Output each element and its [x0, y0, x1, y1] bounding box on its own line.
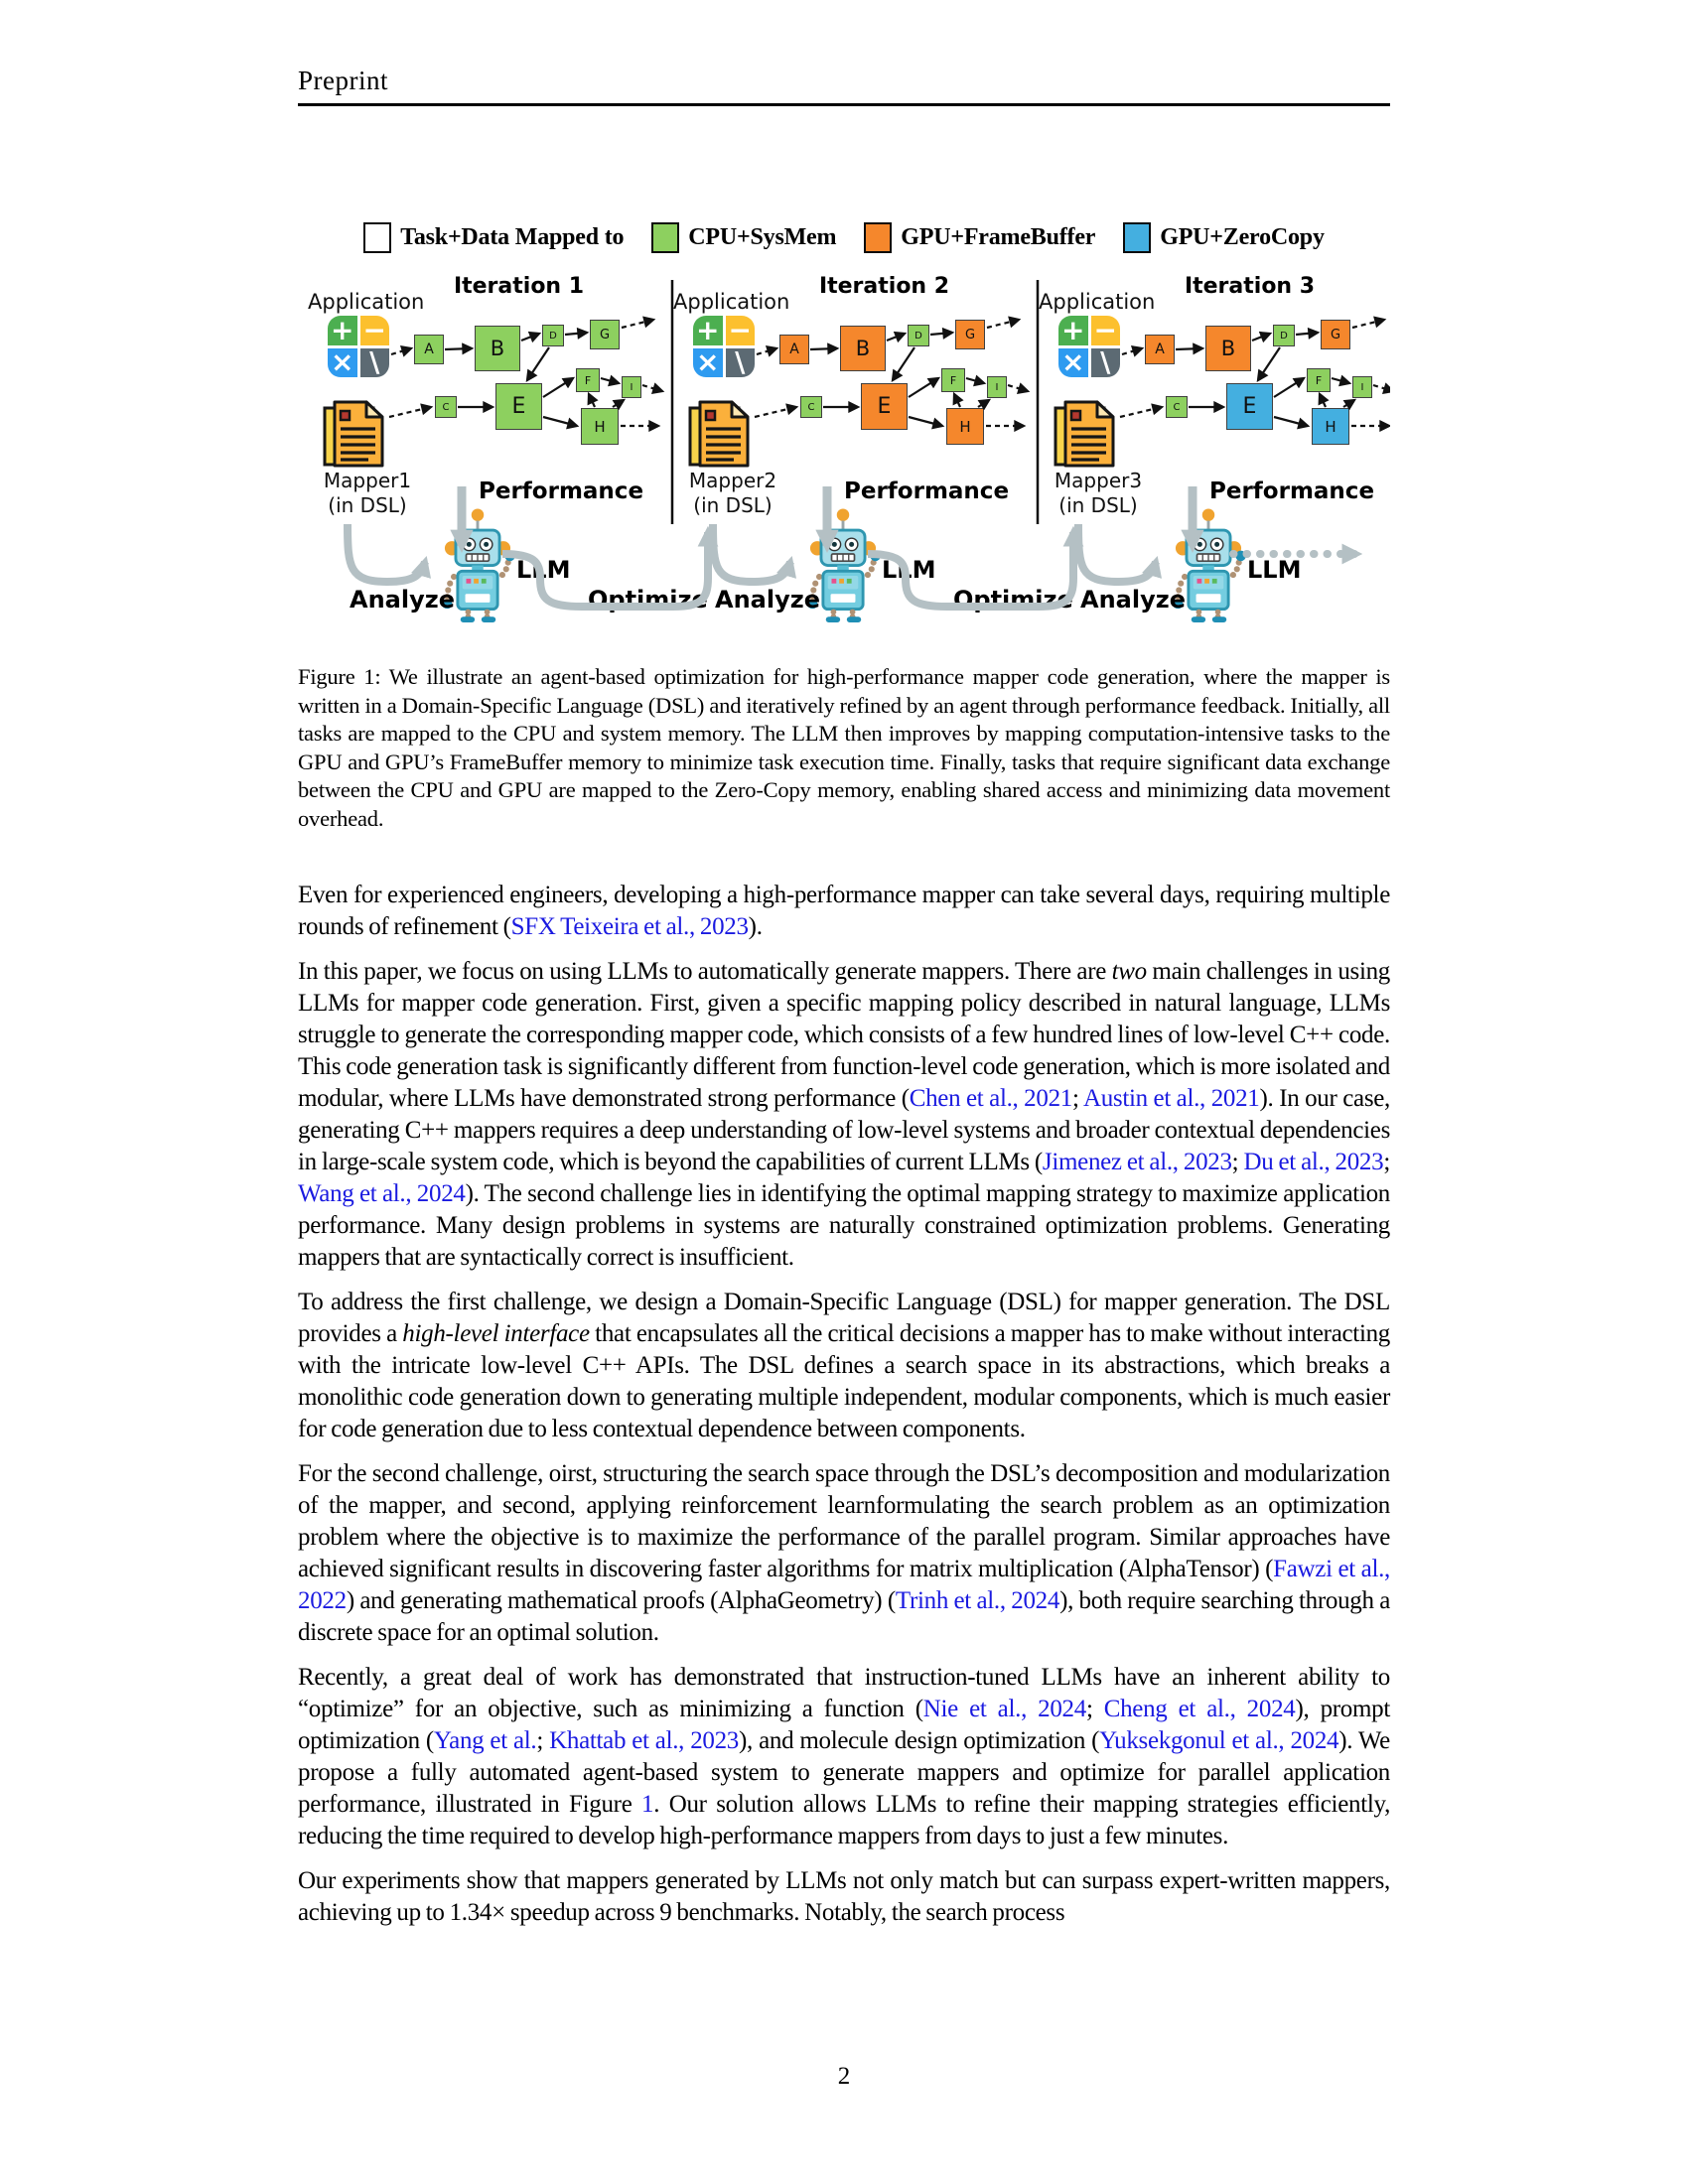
text-run: ). We propose a fully automated agent-based system to generate mappers and optimize for parallel application performance, illustrated in Figure: [298, 1727, 1390, 1818]
iteration-column-3: [1029, 218, 1394, 650]
paragraph-2: [298, 956, 1390, 1274]
iteration-column-1: [298, 218, 708, 650]
calculator-glyph: \: [726, 348, 756, 378]
iteration-title: Iteration 1: [453, 274, 585, 299]
mapper-document-icon: [322, 399, 387, 473]
optimize-label: Optimize: [588, 586, 708, 614]
citation-link[interactable]: Jimenez et al., 2023: [1042, 1149, 1232, 1175]
optimize-label: Optimize: [953, 586, 1073, 614]
mapper-sub: (in DSL): [693, 493, 773, 517]
task-node-G: G: [1321, 320, 1350, 349]
calculator-glyph: +: [693, 316, 723, 345]
task-node-H: H: [1312, 408, 1349, 445]
figure-caption: Figure 1: We illustrate an agent-based optimization for high-performance mapper code generation, where the mapper is written in a Domain-Specific Language (DSL) and iteratively refined by an agent through performance feedback. Initially, all tasks are mapped to the CPU and system memory. The LLM then improves by mapping computation-intensive tasks to the GPU and GPU’s FrameBuffer memory to minimize task execution time. Finally, tasks that require significant data exchange between the CPU and GPU are mapped to the Zero-Copy memory, enabling shared access and minimizing data movement overhead.: [298, 664, 1390, 831]
task-node-I: I: [622, 376, 641, 398]
text-run: Our experiments show that mappers generated by LLMs not only match but can surpass expert-written mappers, achieving up to 1.34× speedup across 9 benchmarks. Notably, the search process: [298, 1867, 1390, 1926]
paragraph-6: [298, 1865, 1390, 1929]
mapper-name: Mapper1: [323, 469, 412, 492]
application-label: Application: [1039, 290, 1156, 314]
iteration-title: Iteration 3: [1184, 274, 1316, 299]
mapper-name: Mapper2: [688, 469, 777, 492]
text-run: ), and molecule design optimization (: [739, 1727, 1100, 1754]
citation-link[interactable]: Austin et al., 2021: [1082, 1085, 1260, 1112]
text-run: main challenges in using LLMs for mapper code generation. First, given a specific mapping policy described in natural language, LLMs struggle to generate the corresponding mapper code, which consists of a few hundred lines of low-level C++ code. This code generation task is significantly different from function-level code generation, which is more isolated and modular, where LLMs have demonstrated strong performance (: [298, 958, 1390, 1112]
calculator-glyph: −: [726, 316, 756, 345]
text-run: ;: [1383, 1149, 1390, 1175]
running-header: Preprint: [298, 66, 388, 95]
task-node-C: C: [435, 396, 457, 418]
task-node-D: D: [1273, 325, 1295, 346]
task-node-H: H: [946, 408, 984, 445]
iteration-title: Iteration 2: [818, 274, 950, 299]
paragraph-4: [298, 1458, 1390, 1649]
mapper-name: Mapper3: [1054, 469, 1143, 492]
citation-link[interactable]: Chen et al., 2021: [909, 1085, 1072, 1112]
figure-1: [298, 218, 1390, 650]
mapper-label: [1039, 469, 1158, 518]
mapper-sub: (in DSL): [328, 493, 407, 517]
citation-link[interactable]: Cheng et al., 2024: [1103, 1696, 1296, 1722]
task-node-A: A: [414, 335, 444, 364]
task-node-D: D: [542, 325, 564, 346]
task-node-E: E: [861, 383, 908, 430]
paragraph-3: [298, 1287, 1390, 1445]
task-node-I: I: [1352, 376, 1372, 398]
text-run: ;: [1231, 1149, 1244, 1175]
legend-label: CPU+SysMem: [688, 224, 837, 250]
calculator-icon: [1058, 316, 1120, 377]
analyze-label: Analyze: [1080, 586, 1186, 614]
calculator-glyph: ×: [328, 348, 357, 378]
calculator-glyph: +: [328, 316, 357, 345]
llm-label: LLM: [882, 556, 936, 584]
citation-link[interactable]: Fawzi et al., 2022: [298, 1556, 1391, 1614]
calculator-icon: [328, 316, 389, 377]
text-run: ), prompt optimization (: [298, 1696, 1390, 1754]
citation-link[interactable]: SFX Teixeira et al., 2023: [510, 913, 749, 940]
header-rule: [298, 103, 1390, 106]
performance-label: Performance: [844, 478, 1010, 504]
performance-label: Performance: [1209, 478, 1375, 504]
mapper-sub: (in DSL): [1058, 493, 1138, 517]
task-node-C: C: [1166, 396, 1188, 418]
citation-link[interactable]: Nie et al., 2024: [922, 1696, 1086, 1722]
citation-link[interactable]: Trinh et al., 2024: [895, 1587, 1060, 1614]
task-node-A: A: [779, 335, 809, 364]
application-label: Application: [673, 290, 790, 314]
text-run: ).: [748, 913, 763, 940]
task-node-B: B: [475, 326, 520, 371]
calculator-glyph: ×: [693, 348, 723, 378]
page-number: 2: [837, 2063, 851, 2090]
task-node-F: F: [941, 368, 965, 392]
performance-label: Performance: [479, 478, 644, 504]
legend-label: Task+Data Mapped to: [400, 224, 625, 250]
mapper-document-icon: [1053, 399, 1118, 473]
task-node-C: C: [800, 396, 822, 418]
legend-label: GPU+ZeroCopy: [1160, 224, 1325, 250]
llm-label: LLM: [516, 556, 571, 584]
iteration-column-2: [663, 218, 1073, 650]
text-run: ). The second challenge lies in identifying the optimal mapping strategy to maximize application performance. Many design problems in systems are naturally constrained optimization problems. Generating mappers that are syntactically correct is insufficient.: [298, 1180, 1390, 1271]
calculator-glyph: ×: [1058, 348, 1088, 378]
text-run: ;: [1071, 1085, 1083, 1112]
text-run: . Our solution allows LLMs to refine their mapping strategies efficiently, reducing the time required to develop high-performance mappers from days to just a few minutes.: [298, 1791, 1391, 1849]
text-run: ;: [1085, 1696, 1104, 1722]
calculator-glyph: +: [1058, 316, 1088, 345]
citation-link[interactable]: Yuksekgonul et al., 2024: [1099, 1727, 1339, 1754]
text-run: ;: [536, 1727, 550, 1754]
text-run: ) and generating mathematical proofs (AlphaGeometry) (: [346, 1587, 896, 1614]
text-run: ), both require searching through a discrete space for an optimal solution.: [298, 1587, 1390, 1646]
citation-link[interactable]: Yang et al.: [433, 1727, 537, 1754]
task-node-F: F: [576, 368, 600, 392]
body-text: [298, 880, 1390, 1942]
calculator-icon: [693, 316, 755, 377]
task-node-B: B: [1205, 326, 1251, 371]
text-run: that encapsulates all the critical decisions a mapper has to make without interacting with the intricate low-level C++ APIs. The DSL defines a search space in its abstractions, which breaks a monolithic code generation down to generating multiple independent, modular components, which is much easier for code generation due to less contextual dependence between components.: [298, 1320, 1390, 1442]
calculator-glyph: \: [1091, 348, 1121, 378]
task-node-E: E: [1226, 383, 1273, 430]
text-run: To address the first challenge, we design a Domain-Specific Language (DSL) for mapper generation. The DSL provides a: [298, 1289, 1390, 1347]
text-run: Even for experienced engineers, developing a high-performance mapper can take several days, requiring multiple rounds of refinement (: [298, 882, 1390, 940]
task-node-H: H: [581, 408, 619, 445]
text-run: ). In our case, generating C++ mappers requires a deep understanding of low-level systems and broader contextual dependencies in large-scale system code, which is beyond the capabilities of current LLMs (: [298, 1085, 1391, 1175]
paragraph-1: [298, 880, 1390, 943]
citation-link[interactable]: Khattab et al., 2023: [549, 1727, 740, 1754]
paragraph-5: [298, 1662, 1390, 1852]
llm-label: LLM: [1247, 556, 1302, 584]
task-node-E: E: [495, 383, 542, 430]
emphasis-text: two: [1111, 958, 1147, 985]
calculator-glyph: \: [360, 348, 390, 378]
text-run: In this paper, we focus on using LLMs to automatically generate mappers. There are: [298, 958, 1112, 985]
legend-label: GPU+FrameBuffer: [901, 224, 1096, 250]
mapper-label: [308, 469, 427, 518]
mapper-label: [673, 469, 792, 518]
calculator-glyph: −: [1091, 316, 1121, 345]
task-node-G: G: [955, 320, 985, 349]
text-run: For the second challenge, oirst, structuring the search space through the DSL’s decomposition and modularization of the mapper, and second, applying reinforcement learnformulating the search problem as an optimization problem where the objective is to maximize the performance of the parallel program. Similar approaches have achieved significant results in discovering faster algorithms for matrix multiplication (AlphaTensor) (: [298, 1460, 1390, 1582]
mapper-document-icon: [687, 399, 753, 473]
task-node-B: B: [840, 326, 886, 371]
emphasis-text: high-level interface: [402, 1320, 590, 1347]
analyze-label: Analyze: [350, 586, 455, 614]
citation-link[interactable]: Wang et al., 2024: [298, 1180, 466, 1207]
task-node-A: A: [1145, 335, 1175, 364]
task-node-D: D: [908, 325, 929, 346]
citation-link[interactable]: Du et al., 2023: [1243, 1149, 1384, 1175]
analyze-label: Analyze: [715, 586, 820, 614]
task-node-F: F: [1307, 368, 1331, 392]
citation-link[interactable]: 1: [641, 1791, 654, 1818]
application-label: Application: [308, 290, 425, 314]
text-run: Recently, a great deal of work has demonstrated that instruction-tuned LLMs have an inherent ability to “optimize” for an objective, such as minimizing a function (: [298, 1664, 1390, 1722]
task-node-I: I: [987, 376, 1007, 398]
task-node-G: G: [590, 320, 620, 349]
calculator-glyph: −: [360, 316, 390, 345]
